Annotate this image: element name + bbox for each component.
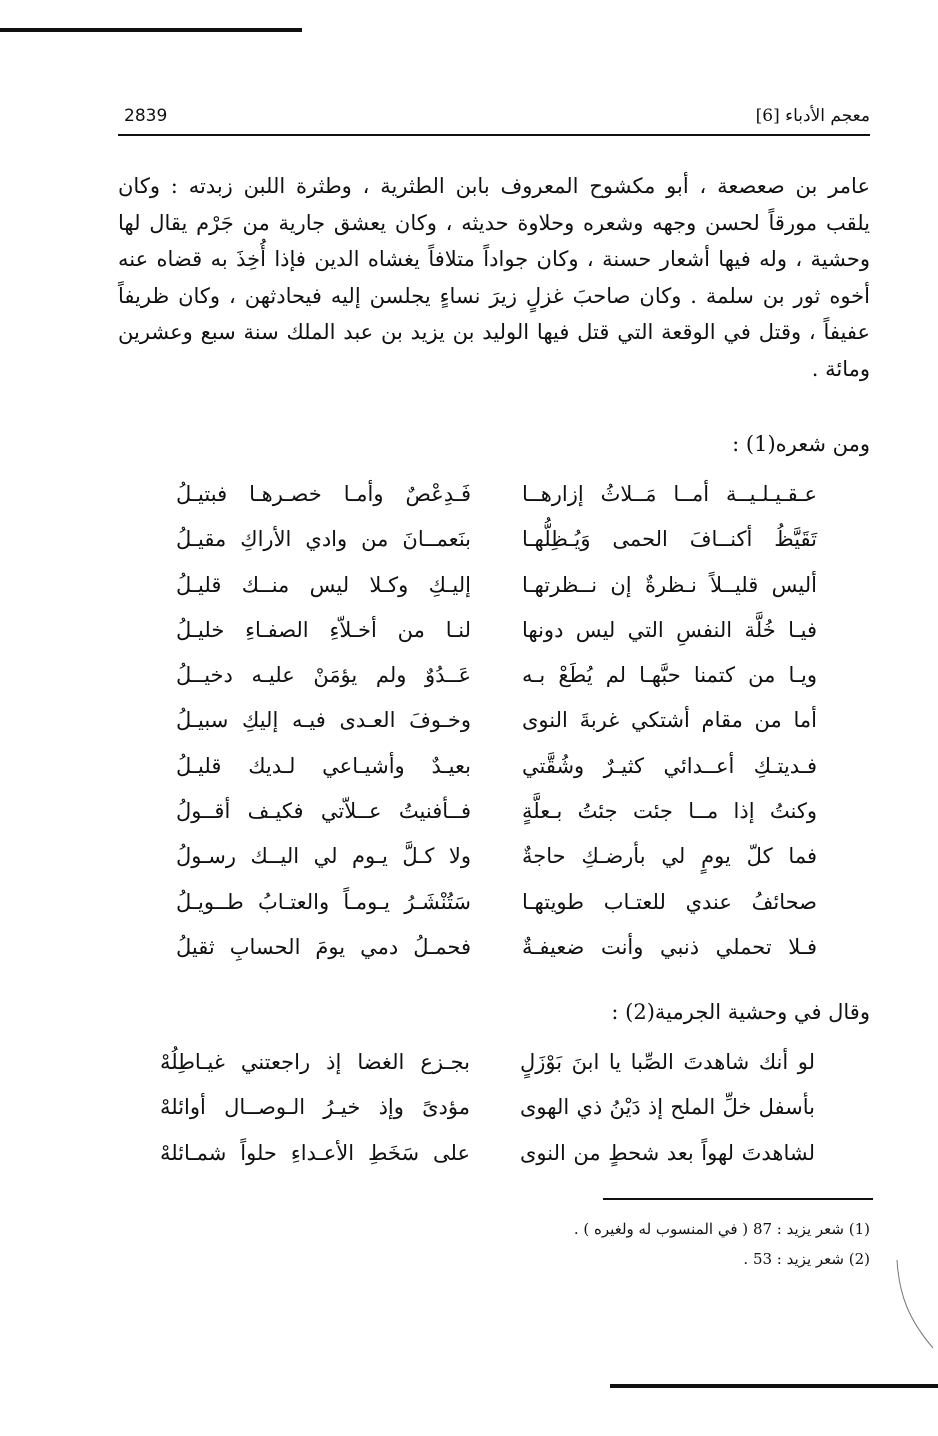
poem-1 xyxy=(0,472,938,970)
prose-line: عفيفاً ، وقتل في الوقعة التي قتل فيها الوليد بن يزيد بن عبد الملك سنة سبع وعشرين xyxy=(118,320,870,344)
prose-line: ومائة . xyxy=(811,356,870,381)
footnote-separator xyxy=(603,1198,873,1200)
verse-second-hemistich: فحمـلُ دمي يومَ الحسابِ ثقيلُ xyxy=(176,934,471,959)
verse xyxy=(0,698,938,743)
verse xyxy=(0,563,938,608)
header-rule xyxy=(118,134,870,136)
verse-first-hemistich: أليس قليــلاً نـظرةٌ إن نــظرتهـا xyxy=(522,572,817,597)
poem-intro: ومن شعره(1) : xyxy=(732,432,870,456)
verse xyxy=(0,472,938,517)
prose-paragraph xyxy=(118,168,870,387)
prose-line: أخوه ثور بن سلمة . وكان صاحبَ غزلٍ زيرَ نساءٍ يجلسن إليه فيحادثهن ، وكان ظريفاً xyxy=(118,283,870,308)
verse-first-hemistich: فما كلّ يومٍ لي بأرضـكِ حاجةٌ xyxy=(522,844,817,869)
verse-second-hemistich: إليـكِ وكـلا ليس منــك قليـلُ xyxy=(176,572,471,597)
running-title: معجم الأدباء [6] xyxy=(755,106,870,126)
verse-first-hemistich: فـلا تحملي ذنبي وأنت ضعيفـةٌ xyxy=(522,934,817,959)
verse-first-hemistich: عـقـيـلـيــة أمــا مَــلاثُ إزارهــا xyxy=(522,482,817,506)
verse xyxy=(0,608,938,653)
prose-line: يلقب مورقاً لحسن وجهه وشعره وحلاوة حديثه ، وكان يعشق جارية من جَرْم يقال لها xyxy=(118,210,870,235)
verse-first-hemistich: لو أنك شاهدتَ الصِّبا يا ابنَ بَوْزَلٍ xyxy=(520,1050,815,1074)
verse xyxy=(0,789,938,834)
verse-first-hemistich: وكنتُ إذا مــا جئت جئتُ بـعلَّةٍ xyxy=(522,799,817,824)
verse-second-hemistich: عَــدُوٌ ولم يؤمَنْ عليـه دخيــلُ xyxy=(176,663,471,688)
verse-second-hemistich: سَتُنْشَـرُ يـومـاً والعتـابُ طــويـلُ xyxy=(176,889,471,914)
verse-second-hemistich: بجـزع الغضا إذ راجعتني غيـاطِلُهْ xyxy=(160,1050,470,1074)
verse-second-hemistich: لنـا من أخـلاّءِ الصفـاءِ خليـلُ xyxy=(176,617,471,642)
verse-second-hemistich: فــأفنيتُ عــلاّتي فكيـف أقــولُ xyxy=(176,799,471,824)
verse-first-hemistich: تَقَيَّظُ أكنــافَ الحمى وَيُـظِلُّهـا xyxy=(522,527,817,552)
verse-second-hemistich: وخـوفَ العـدى فيـه إليكِ سبيـلُ xyxy=(176,708,471,733)
scan-edge-line-top xyxy=(0,28,302,32)
verse-first-hemistich: ويـا من كتمنا حبَّهـا لم يُطَعْ بـه xyxy=(522,663,817,688)
page-number: 2839 xyxy=(124,106,168,126)
page-header xyxy=(118,100,870,130)
verse-first-hemistich: أما من مقام أشتكي غربةَ النوى xyxy=(522,708,817,733)
verse xyxy=(0,925,938,970)
verse xyxy=(0,1131,938,1176)
footnote: (1) شعر يزيد : 87 ( في المنسوب له ولغيره ) . xyxy=(573,1220,870,1238)
verse xyxy=(0,653,938,698)
verse-first-hemistich: لشاهدتَ لهواً بعد شحطٍ من النوى xyxy=(520,1140,815,1165)
verse-second-hemistich: مؤدىً وإذ خيـرُ الـوصــال أوائلهْ xyxy=(160,1095,470,1120)
verse-second-hemistich: على سَخَطِ الأعـداءِ حلواً شمـائلهْ xyxy=(160,1140,470,1165)
poem-intro: وقال في وحشية الجرمية(2) : xyxy=(611,1000,870,1024)
verse xyxy=(0,1040,938,1085)
prose-line: عامر بن صعصعة ، أبو مكشوح المعروف بابن الطثرية ، وطثرة اللبن زبدته : وكان xyxy=(118,174,870,198)
verse-second-hemistich: بنَعمــانَ من وادي الأراكِ مقيـلُ xyxy=(176,527,471,552)
verse-second-hemistich: فَـدِعْصٌ وأمـا خصـرهـا فبتيـلُ xyxy=(176,482,471,506)
verse xyxy=(0,1085,938,1130)
scan-edge-line-bottom xyxy=(610,1384,938,1388)
scan-edge-curve xyxy=(895,1260,935,1350)
verse-second-hemistich: بعيـدٌ وأشيـاعي لـديك قليـلُ xyxy=(176,753,471,778)
verse xyxy=(0,880,938,925)
poem-2 xyxy=(0,1040,938,1176)
verse-first-hemistich: فيـا خُلَّة النفسِ التي ليس دونها xyxy=(522,617,817,642)
footnote: (2) شعر يزيد : 53 . xyxy=(743,1250,870,1268)
verse xyxy=(0,834,938,879)
verse xyxy=(0,744,938,789)
prose-line: وحشية ، وله فيها أشعار حسنة ، وكان جواداً متلافاً يغشاه الدين فإذا أُخِذَ به قضاه عنه xyxy=(118,247,870,271)
verse-second-hemistich: ولا كـلَّ يـوم لي اليــك رسـولُ xyxy=(176,844,471,869)
verse-first-hemistich: بأسفل خلِّ الملح إذ دَيْنُ ذي الهوى xyxy=(520,1095,815,1120)
verse xyxy=(0,517,938,562)
verse-first-hemistich: صحائفُ عندي للعتـاب طويتهـا xyxy=(522,889,817,914)
verse-first-hemistich: فـديتـكِ أعــدائي كثيـرٌ وشُقَّتي xyxy=(522,753,817,778)
